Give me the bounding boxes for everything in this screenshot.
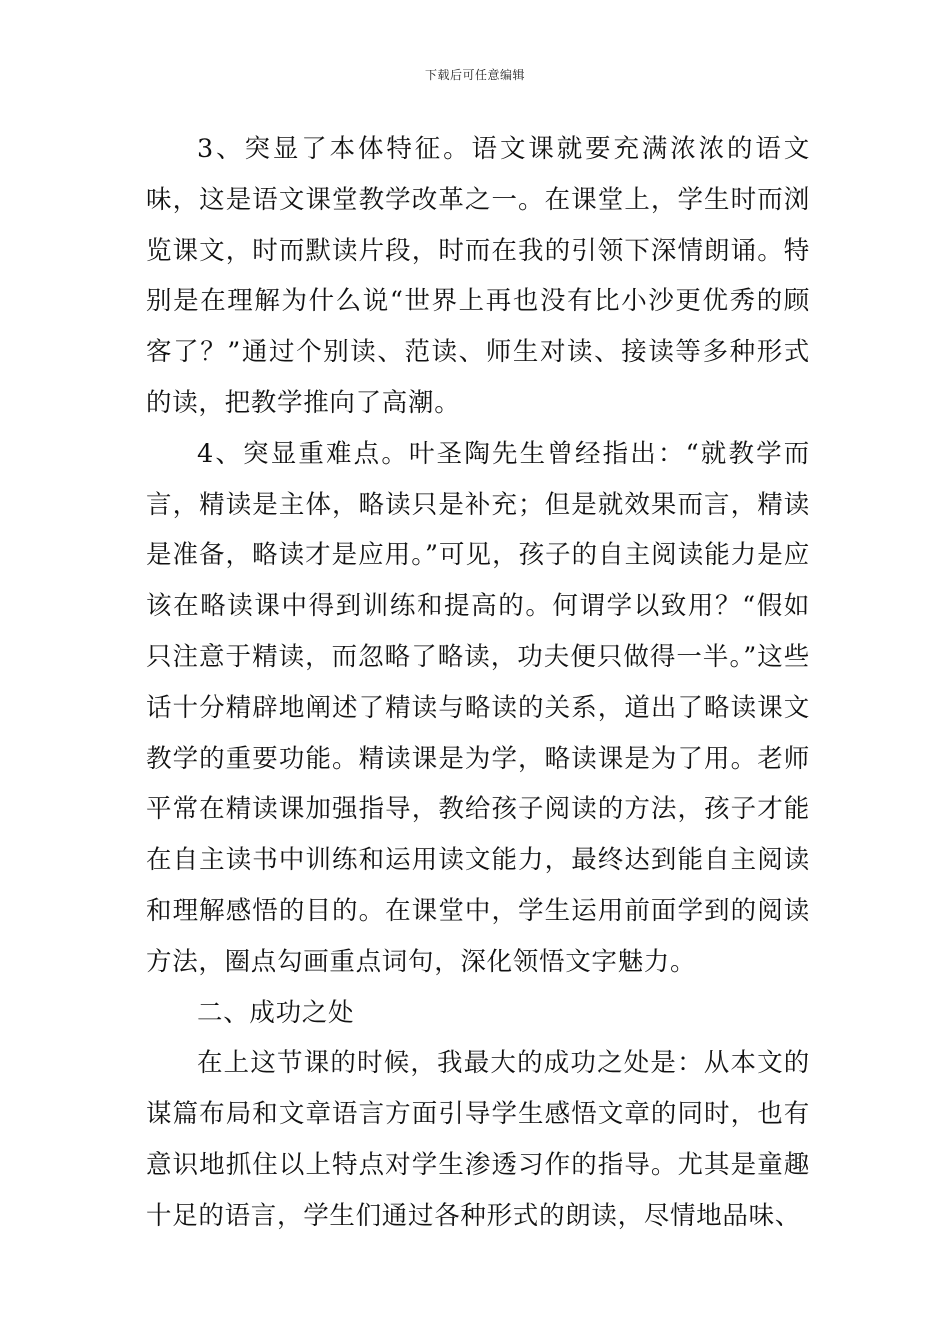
- paragraph-highlight-features: 3、突显了本体特征。语文课就要充满浓浓的语文味，这是语文课堂教学改革之一。在课堂上，学生时而浏览课文，时而默读片段，时而在我的引领下深情朗诵。特别是在理解为什么说“世界上再也没有比小沙更优秀的顾客了？”通过个别读、范读、师生对读、接读等多种形式的读，把教学推向了高潮。: [146, 134, 810, 418]
- document-body: [146, 124, 810, 1242]
- page-header-note: 下载后可任意编辑: [424, 68, 525, 82]
- paragraph-key-difficulties: 4、突显重难点。叶圣陶先生曾经指出：“就教学而言，精读是主体，略读只是补充；但是就效果而言，精读是准备，略读才是应用。”可见，孩子的自主阅读能力是应该在略读课中得到训练和提高的。何谓学以致用？“假如只注意于精读，而忽略了略读，功夫便只做得一半。”这些话十分精辟地阐述了精读与略读的关系，道出了略读课文教学的重要功能。精读课是为学，略读课是为了用。老师平常在精读课加强指导，教给孩子阅读的方法，孩子才能在自主读书中训练和运用读文能力，最终达到能自主阅读和理解感悟的目的。在课堂中，学生运用前面学到的阅读方法，圈点勾画重点词句，深化领悟文字魅力。: [146, 438, 810, 977]
- section-heading-success: 二、成功之处: [197, 997, 355, 1028]
- paragraph-success-details: 在上这节课的时候，我最大的成功之处是：从本文的谋篇布局和文章语言方面引导学生感悟文章的同时，也有意识地抓住以上特点对学生渗透习作的指导。尤其是童趣十足的语言，学生们通过各种形式的朗读，尽情地品味、: [146, 1048, 810, 1231]
